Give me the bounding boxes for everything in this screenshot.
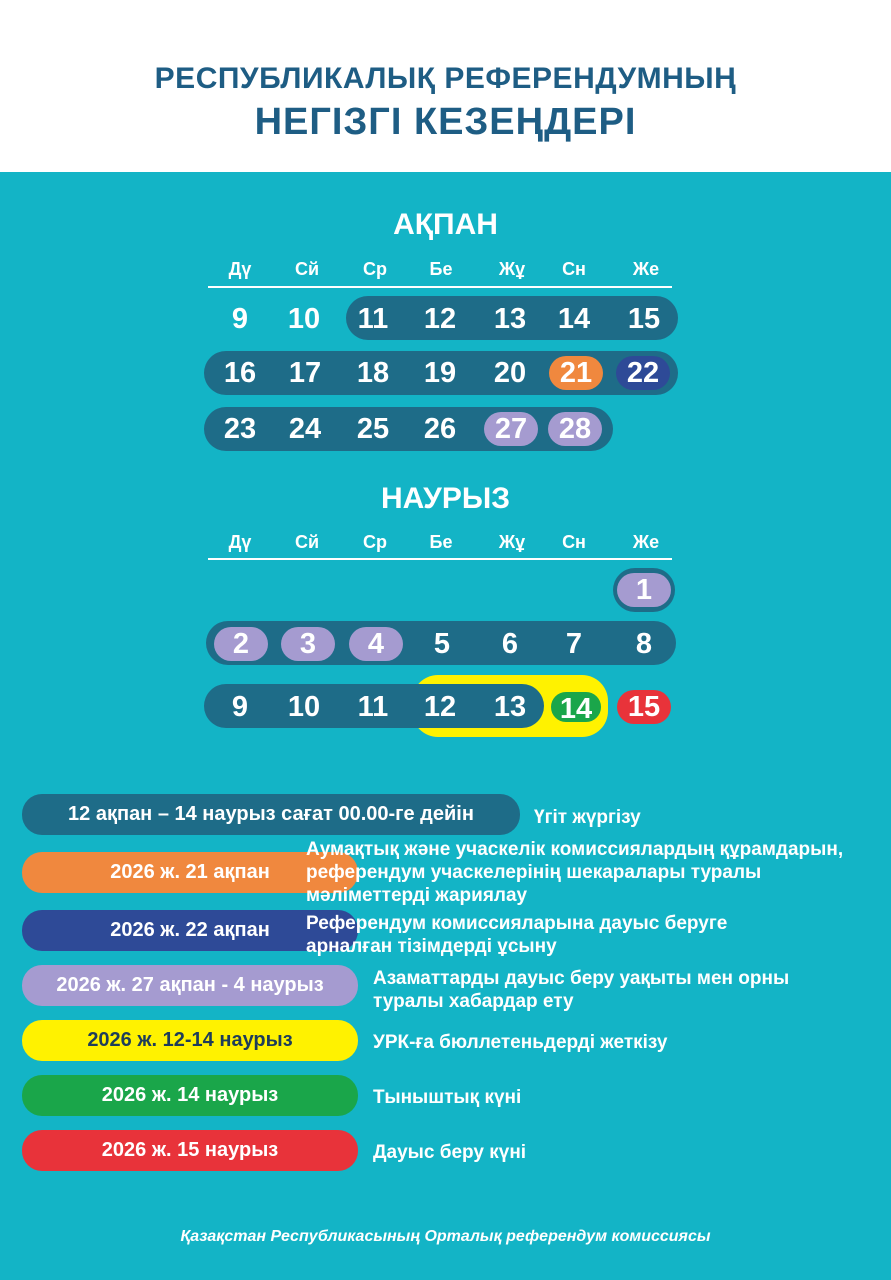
weekday-sat: Сн — [562, 259, 586, 279]
weekday-tue: Сй — [294, 532, 320, 552]
legend-text-mar-14: Тыныштық күні — [373, 1087, 522, 1108]
weekday-fri: Жұ — [498, 532, 526, 552]
legend-pill-feb-21: 2026 ж. 21 ақпан — [22, 852, 358, 893]
weekday-sun: Же — [632, 532, 660, 552]
page-title-line-1: РЕСПУБЛИКАЛЫҚ РЕФЕРЕНДУМНЫҢ — [154, 62, 737, 95]
mar-day: 8 — [635, 628, 653, 660]
mar-day-2-highlight: 2 — [214, 627, 268, 661]
feb-day: 24 — [288, 413, 322, 445]
feb-day: 20 — [493, 357, 527, 389]
feb-day: 13 — [493, 303, 527, 335]
legend-text-feb-22: Референдум комиссияларына дауыс беруге арналған тізімдерді ұсыну — [306, 913, 728, 957]
legend-pill-campaign: 12 ақпан – 14 наурыз сағат 00.00-ге дейін — [22, 794, 520, 835]
mar-day-3-highlight: 3 — [281, 627, 335, 661]
feb-day-21-highlight: 21 — [549, 356, 603, 390]
mar-day-4-highlight: 4 — [349, 627, 403, 661]
weekday-divider — [208, 558, 672, 560]
legend-text-mar-12-14: УРК-ға бюллетеньдерді жеткізу — [373, 1032, 668, 1053]
legend-pill-mar-15: 2026 ж. 15 наурыз — [22, 1130, 358, 1171]
mar-day: 11 — [357, 691, 389, 723]
feb-day: 11 — [357, 303, 389, 335]
legend-text-mar-15: Дауыс беру күні — [373, 1142, 527, 1163]
feb-day: 15 — [627, 303, 661, 335]
weekday-mon: Дү — [228, 259, 252, 279]
mar-day: 9 — [231, 691, 249, 723]
feb-day: 16 — [223, 357, 257, 389]
feb-day: 14 — [557, 303, 591, 335]
mar-day-1-highlight: 1 — [617, 573, 671, 607]
feb-day-27-highlight: 27 — [484, 412, 538, 446]
mar-day: 7 — [565, 628, 583, 660]
legend-text-feb27-mar4: Азаматтарды дауыс беру уақыты мен орны туралы хабардар ету — [373, 968, 790, 1012]
header — [0, 0, 891, 172]
main-panel — [0, 172, 891, 1280]
weekday-wed: Ср — [363, 259, 387, 279]
mar-day: 13 — [493, 691, 527, 723]
feb-day: 17 — [288, 357, 322, 389]
mar-day: 5 — [433, 628, 451, 660]
feb-day: 12 — [423, 303, 457, 335]
legend-pill-mar-12-14: 2026 ж. 12-14 наурыз — [22, 1020, 358, 1061]
weekday-tue: Сй — [294, 259, 320, 279]
feb-day: 25 — [356, 413, 390, 445]
mar-day: 10 — [287, 691, 321, 723]
mar-day: 6 — [501, 628, 519, 660]
legend-pill-feb-22: 2026 ж. 22 ақпан — [22, 910, 358, 951]
feb-day: 23 — [223, 413, 257, 445]
weekday-sun: Же — [632, 259, 660, 279]
legend-pill-mar-14: 2026 ж. 14 наурыз — [22, 1075, 358, 1116]
legend-pill-feb27-mar4: 2026 ж. 27 ақпан - 4 наурыз — [22, 965, 358, 1006]
feb-day: 26 — [423, 413, 457, 445]
feb-day: 9 — [231, 303, 249, 335]
feb-day: 18 — [356, 357, 390, 389]
weekday-mon: Дү — [228, 532, 252, 552]
feb-day: 19 — [423, 357, 457, 389]
footer-organization: Қазақстан Республикасының Орталық референдум комиссиясы — [180, 1228, 711, 1245]
weekday-sat: Сн — [562, 532, 586, 552]
feb-day: 10 — [287, 303, 321, 335]
weekday-wed: Ср — [363, 532, 387, 552]
mar-day-15-highlight: 15 — [617, 690, 671, 724]
mar-day-14-highlight: 14 — [549, 690, 603, 724]
page-title-line-2: НЕГІЗГІ КЕЗЕҢДЕРІ — [254, 101, 637, 143]
month-title-february: АҚПАН — [393, 208, 498, 241]
feb-day-22-highlight: 22 — [616, 356, 670, 390]
month-title-march: НАУРЫЗ — [380, 482, 511, 515]
weekday-thu: Бе — [429, 259, 453, 279]
weekday-fri: Жұ — [498, 259, 526, 279]
weekday-thu: Бе — [429, 532, 453, 552]
feb-day-28-highlight: 28 — [548, 412, 602, 446]
mar-day: 12 — [423, 691, 457, 723]
legend-text-feb-21: Аумақтық және учаскелік комиссиялардың құрамдарын, референдум учаскелерінің шекаралары туралы мәліметтерді жариялау — [306, 839, 844, 906]
legend-text-campaign: Үгіт жүргізу — [534, 807, 641, 828]
weekday-divider — [208, 286, 672, 288]
